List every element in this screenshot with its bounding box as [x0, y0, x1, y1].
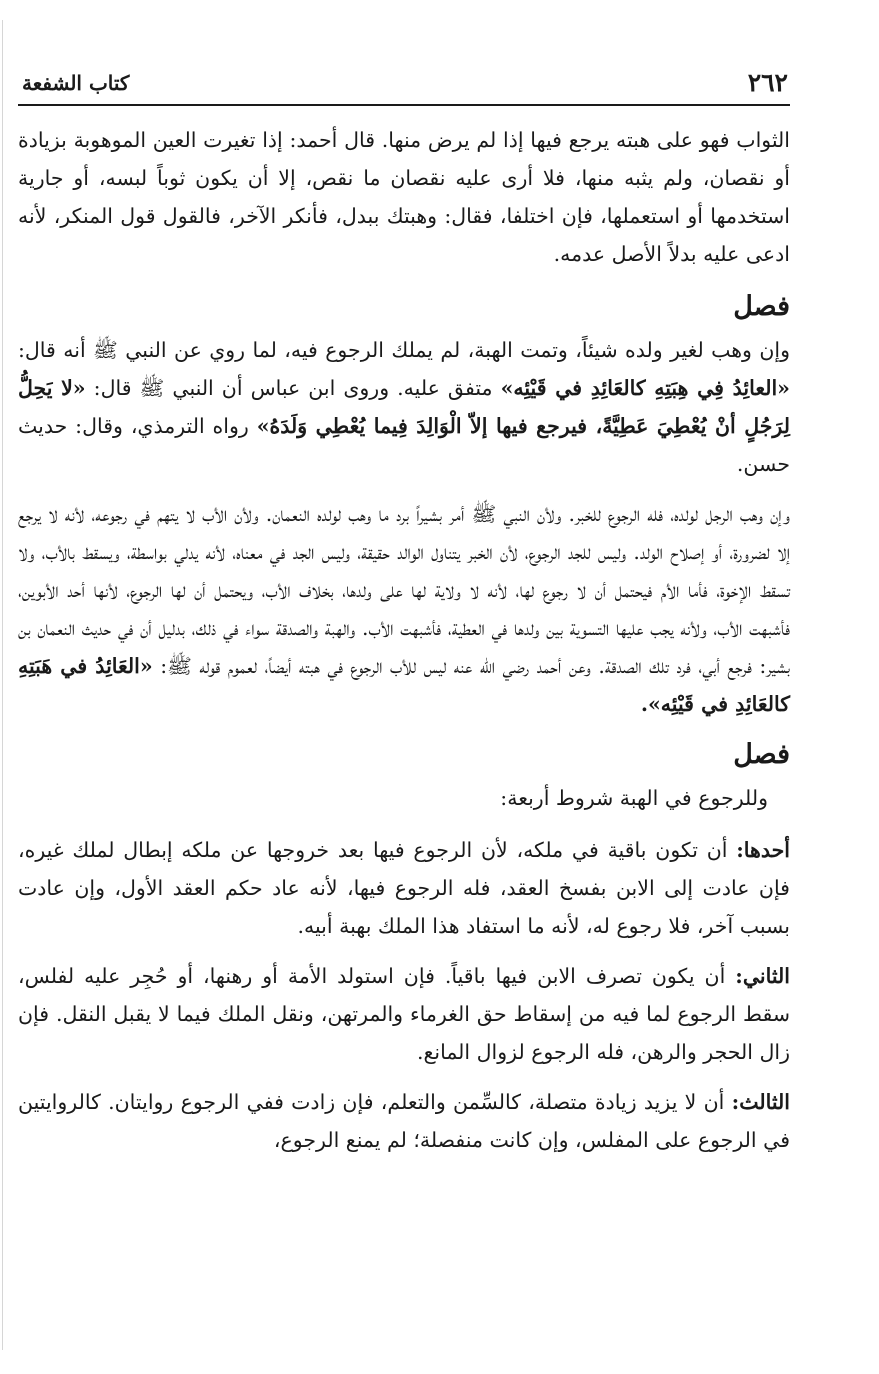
condition-text: أن تكون باقية في ملكه، لأن الرجوع فيها بعد خروجها عن ملكه إبطال لملك غيره، فإن عادت إلى الابن بفسخ العقد، فله الرجوع فيها، لأنه عاد حكم العقد الأول، وإن عادت بسبب آخر، فلا رجوع له، لأنه ما استفاد هذا الملك بهبة أبيه. — [18, 838, 790, 938]
paragraph-text: وإن وهب لغير ولده شيئاً، وتمت الهبة، لم يملك الرجوع فيه، لما روي عن النبي ﷺ أنه قال: — [18, 338, 790, 362]
paragraph-continuation — [18, 121, 790, 273]
condition-label: أحدها: — [736, 838, 790, 862]
paragraph-text: وإن وهب الرجل لولده، فله الرجوع للخبر. ولأن النبي ﷺ أمر بشيراً برد ما وهب لولده النعمان. ولأن الأب لا يتهم في رجوعه، لأنه لا يرجع إلا لضرورة، أو إصلاح الولد. وليس للجد الرجوع، لأن الخبر يتناول الوالد حقيقة، وليس الجد في معناه، لأنه يدلي بواسطة، ويسقط بالأب، ولا تسقط الإخوة، فأما الأم فيحتمل أن لا رجوع لها، لأنه لا ولاية لها على ولدها، بخلاف الأب، ويحتمل أن لها الرجوع، لأنها أحد الأبوين، فأشبهت الأب، ولأنه يجب عليها التسوية بين ولدها في العطية، فأشبهت الأب. والهبة والصدقة سواء في ذلك، بدليل أن في حديث النعمان بن بشير: فرجع أبي، فرد تلك الصدقة. وعن أحمد رضي الله عنه ليس للأب الرجوع في هبته أيضاً، لعموم قوله ﷺ: — [18, 502, 790, 678]
page-edge-line — [2, 20, 3, 1350]
condition-text: أن يكون تصرف الابن فيها باقياً. فإن استولد الأمة أو رهنها، أو حُجِر عليه لفلس، سقط الرجوع لما فيه من إسقاط حق الغرماء والمرتهن، ونقل الملك فيما لا يقبل النقل. فإن زال الحجر والرهن، فله الرجوع لزوال المانع. — [18, 964, 790, 1064]
condition-second — [18, 957, 790, 1071]
condition-first — [18, 831, 790, 945]
condition-label: الثالث: — [731, 1090, 790, 1114]
hadith-quote: «لا يَحِلُّ لِرَجُلٍ أنْ يُعْطِيَ عَطِيَّةً، فيرجع فيها إلاّ الْوَالِدَ فِيما يُعْطِي وَلَدَهُ» — [18, 376, 790, 438]
paragraph-gift-to-child — [18, 495, 790, 723]
page-body — [18, 121, 790, 1171]
page-number: ٢٦٢ — [747, 68, 788, 97]
hadith-quote: «العائِدُ فِي هِبَتِهِ كالعَائِدِ في قَيْئِه» — [500, 376, 790, 400]
section-heading-fasl-2: فصل — [733, 739, 790, 770]
paragraph-text: الثواب فهو على هبته يرجع فيها إذا لم يرض منها. قال أحمد: إذا تغيرت العين الموهوبة بزيادة أو نقصان، ولم يثبه منها، فلا أرى عليه نقصان ما نقص، إلا أن يكون ثوباً لبسه، أو جارية استخدمها أو استعملها، فإن اختلفا، فقال: وهبتك ببدل، فأنكر الآخر، فالقول قول المنكر، لأنه ادعى عليه بدلاً الأصل عدمه. — [18, 128, 790, 266]
condition-text: أن لا يزيد زيادة متصلة، كالسِّمن والتعلم، فإن زادت ففي الرجوع روايتان. كالروايتين في الرجوع على المفلس، وإن كانت منفصلة؛ لم يمنع الرجوع، — [18, 1090, 790, 1152]
section-heading-fasl-1: فصل — [733, 291, 790, 322]
paragraph-text: رواه الترمذي، وقال: حديث حسن. — [18, 414, 790, 476]
header-rule — [18, 104, 790, 106]
paragraph-text: متفق عليه. وروى ابن عباس أن النبي ﷺ قال: — [93, 376, 493, 400]
running-header — [18, 58, 790, 102]
hadith-quote: «العَائِدُ في هَبَتِهِ كالعَائِدِ في قَيْئِه». — [18, 654, 790, 716]
conditions-intro: وللرجوع في الهبة شروط أربعة: — [500, 786, 768, 810]
paragraph-gift-to-non-child — [18, 331, 790, 483]
book-title: كتاب الشفعة — [22, 71, 130, 95]
condition-third — [18, 1083, 790, 1159]
condition-label: الثاني: — [735, 964, 790, 988]
